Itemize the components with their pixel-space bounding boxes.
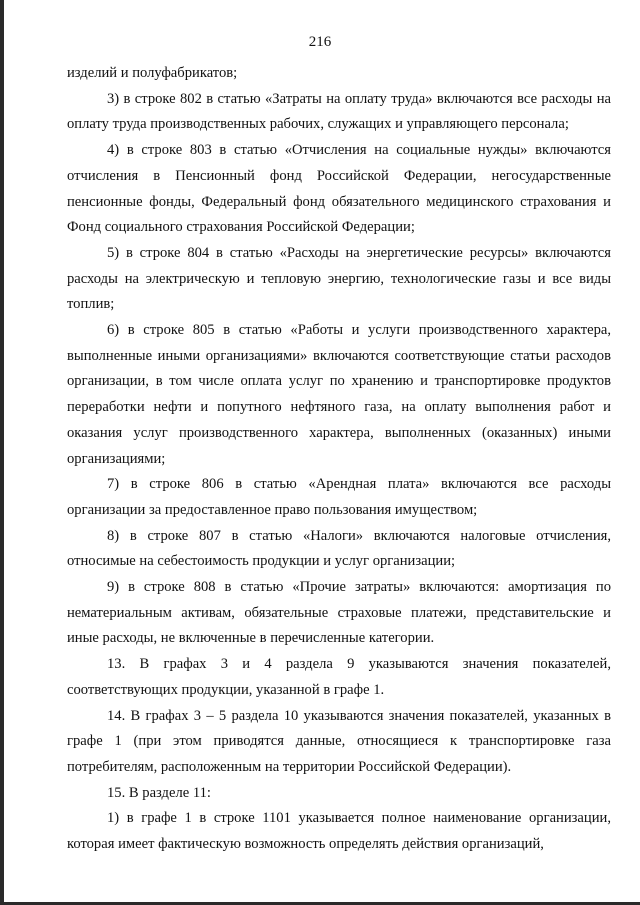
page-number: 216 <box>308 34 332 50</box>
scan-edge <box>0 0 4 905</box>
paragraph-continuation: изделий и полуфабрикатов; <box>67 65 238 81</box>
paragraph-section-14: 14. В графах 3 – 5 раздела 10 указываются значения показателей, указанных в графе 1 (при этом приводятся данные, относящиеся к транспортировке газа потребителям, расположенным на территории Российской Федерации). <box>67 707 611 775</box>
paragraph-item-3: 3) в строке 802 в статью «Затраты на оплату труда» включаются все расходы на оплату труда производственных рабочих, служащих и управляющего персонала; <box>67 90 611 133</box>
paragraph-item-5: 5) в строке 804 в статью «Расходы на энергетические ресурсы» включаются расходы на электрическую и тепловую энергию, технологические газы и все виды топлив; <box>67 244 611 313</box>
paragraph-item-6: 6) в строке 805 в статью «Работы и услуги производственного характера, выполненные иными организациями» включаются соответствующие статьи расходов организации, в том числе оплата услуг по хранению и транспортировке продуктов переработки нефти и попутного нефтяного газа, на оплату выполнения работ и оказания услуг производственного характера, выполненных (оказанных) иными организациями; <box>67 322 611 467</box>
paragraph-section-15: 15. В разделе 11: <box>107 784 211 801</box>
paragraph-item-9: 9) в строке 808 в статью «Прочие затраты» включаются: амортизация по нематериальным активам, обязательные страховые платежи, представительские и иные расходы, не включенные в перечисленные категории. <box>67 579 611 647</box>
paragraph-item-8: 8) в строке 807 в статью «Налоги» включаются налоговые отчисления, относимые на себестоимость продукции и услуг организации; <box>67 527 611 570</box>
paragraph-item-7: 7) в строке 806 в статью «Арендная плата» включаются все расходы организации за предоставленное право пользования имуществом; <box>67 476 611 518</box>
document-body <box>67 61 611 858</box>
paragraph-section-13: 13. В графах 3 и 4 раздела 9 указываются значения показателей, соответствующих продукции, указанной в графе 1. <box>67 656 611 698</box>
paragraph-section-15-item-1: 1) в графе 1 в строке 1101 указывается полное наименование организации, которая имеет фактическую возможность определять действия организаций, <box>67 810 611 853</box>
paragraph-item-4: 4) в строке 803 в статью «Отчисления на социальные нужды» включаются отчисления в Пенсионный фонд Российской Федерации, негосударственные пенсионные фонды, Федеральный фонд обязательного медицинского страхования и Фонд социального страхования Российской Федерации; <box>67 142 611 236</box>
